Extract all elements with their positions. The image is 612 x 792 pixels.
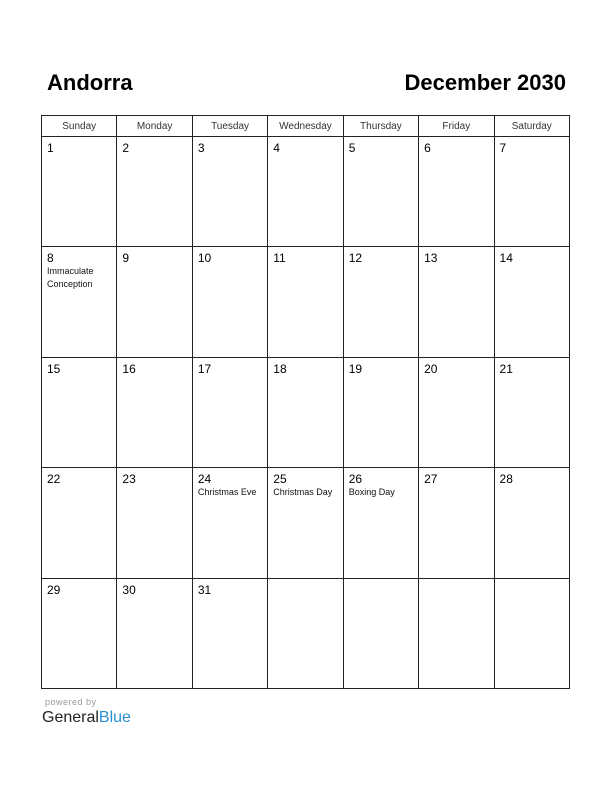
empty-day-cell [343,578,418,688]
day-cell [117,137,192,247]
holiday-label: Immaculate Conception [47,266,94,290]
day-number: 13 [424,251,438,266]
brand-general: General [42,709,99,726]
day-number: 1 [47,141,54,155]
day-number: 20 [424,361,438,376]
day-cell [42,357,117,467]
weekday-monday: Monday [117,116,192,137]
day-number: 19 [348,361,363,376]
day-cell [42,247,117,357]
day-number: 10 [197,251,212,266]
day-number: 16 [122,361,136,376]
holiday-label: Boxing Day [348,487,395,498]
day-cell [268,137,343,247]
day-number: 25 [273,472,287,487]
day-cell [494,137,569,247]
week-row [42,357,570,467]
day-cell [419,137,494,247]
week-row [42,578,570,688]
week-row [42,247,570,357]
weekday-wednesday: Wednesday [268,116,343,137]
holiday-label: Christmas Eve [197,487,257,498]
country-title: Andorra [47,70,133,95]
day-cell [343,468,418,578]
powered-by-text: powered by [45,697,97,707]
day-number: 11 [273,251,286,266]
day-cell [419,468,494,578]
week-row [42,137,570,247]
day-number: 26 [348,472,363,487]
day-cell [192,137,267,247]
day-number: 31 [197,582,212,597]
day-cell [117,578,192,688]
weekday-sunday: Sunday [42,116,117,137]
day-cell [192,578,267,688]
day-number: 3 [197,141,205,155]
brand-blue: Blue [98,709,131,726]
week-row [42,468,570,578]
weekday-header-row [42,116,570,137]
day-number: 15 [47,361,61,376]
day-cell [192,357,267,467]
day-cell [419,247,494,357]
empty-day-cell [494,578,569,688]
empty-day-cell [268,578,343,688]
day-cell [343,247,418,357]
day-number: 8 [47,251,54,266]
day-cell [117,247,192,357]
day-number: 9 [122,251,130,266]
day-number: 7 [499,141,507,155]
day-number: 27 [424,472,438,487]
holiday-label: Christmas Day [273,487,333,498]
day-number: 18 [273,361,287,376]
weekday-friday: Friday [419,116,494,137]
day-cell [343,357,418,467]
day-number: 30 [122,582,136,597]
day-cell [494,468,569,578]
weekday-thursday: Thursday [343,116,418,137]
day-cell [117,357,192,467]
day-cell [192,468,267,578]
day-cell [268,468,343,578]
weekday-tuesday: Tuesday [192,116,267,137]
day-number: 24 [197,472,212,487]
generalblue-footer [42,697,131,727]
day-number: 14 [499,251,513,266]
day-number: 17 [197,361,212,376]
day-cell [42,137,117,247]
calendar-grid [41,115,570,689]
day-number: 21 [499,361,513,376]
day-cell [343,137,418,247]
day-cell [419,357,494,467]
day-number: 28 [499,472,513,487]
day-number: 5 [348,141,356,155]
day-cell [192,247,267,357]
empty-day-cell [419,578,494,688]
day-cell [494,247,569,357]
day-cell [268,247,343,357]
day-number: 6 [424,141,431,155]
day-cell [42,468,117,578]
day-cell [268,357,343,467]
day-number: 4 [273,141,280,155]
day-number: 22 [47,472,61,487]
month-year-title: December 2030 [404,70,566,95]
weekday-saturday: Saturday [494,116,569,137]
day-number: 29 [47,582,61,597]
day-cell [42,578,117,688]
day-number: 2 [122,141,130,155]
day-number: 23 [122,472,136,487]
day-cell [494,357,569,467]
day-cell [117,468,192,578]
generalblue-logo [42,709,131,727]
day-number: 12 [348,251,363,266]
